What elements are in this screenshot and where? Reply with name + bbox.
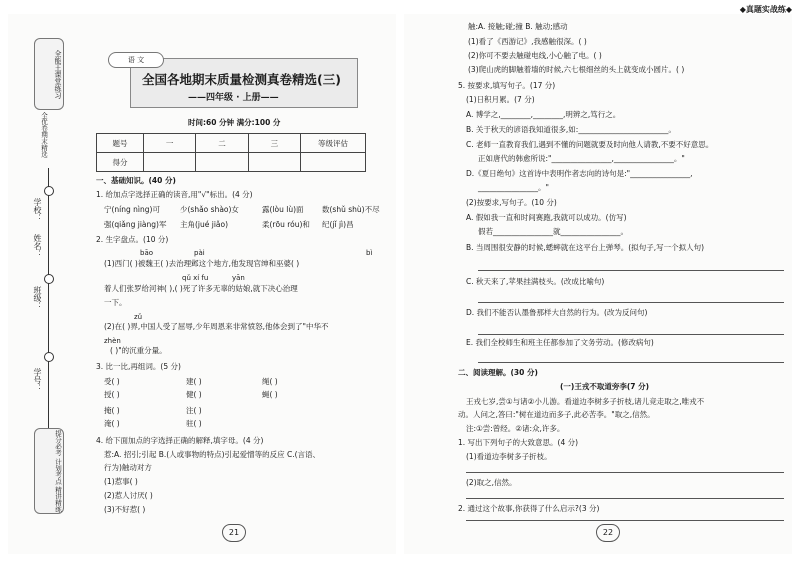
sidebar-dot — [44, 274, 54, 284]
q1-item[interactable]: 纪(jǐ jì)昌 — [322, 220, 354, 229]
q5-item: B. 当周围很安静的时候,蟋蟀就在这平台上弹琴。(拟句子,写一个拟人句) — [466, 243, 705, 252]
page-number: 22 — [596, 524, 620, 542]
pinyin: zǔ — [134, 313, 143, 321]
q5-item: E. 我们全校师生和班主任都参加了文务劳动。(修改病句) — [466, 338, 654, 347]
pinyin: yān — [232, 274, 245, 282]
score-cell[interactable] — [301, 153, 366, 172]
q5-item: D. 我们不能否认墨鲁那样大自然的行为。(改为反问句) — [466, 308, 648, 317]
reading-item: (2)取之,信然。 — [466, 478, 517, 487]
q5-part: (1)日积月累。(7 分) — [466, 95, 535, 104]
score-header: 题号 — [97, 134, 144, 153]
passage-line: 王戎七岁,尝①与诸②小儿游。看道边李树多子折枝,诸儿竞走取之,唯戎不 — [466, 397, 705, 406]
q5-item[interactable]: A. 博学之,________,________,明辨之,笃行之。 — [466, 110, 621, 119]
answer-line[interactable] — [466, 520, 784, 521]
q4-definition: 行为)触动对方 — [104, 463, 152, 472]
page-title: 全国各地期末质量检测真卷精选(三) — [142, 72, 341, 87]
pinyin: zhèn — [104, 337, 121, 345]
answer-line[interactable] — [478, 362, 784, 363]
q1-item[interactable]: 强(qiǎng jiàng)军 — [104, 220, 167, 229]
q3-item[interactable]: 绳( ) — [262, 377, 278, 386]
q5-item: C. 老师一直教育我们,遇到不懂的问题就要及时向他人请教,不要不好意思。 — [466, 140, 714, 149]
q5-item[interactable]: 假若________________就________________。 — [478, 227, 628, 236]
q3-item[interactable]: 掩( ) — [104, 406, 120, 415]
score-table — [96, 133, 366, 172]
answer-line[interactable] — [478, 302, 784, 303]
pinyin: bì — [366, 249, 373, 257]
sidebar-label-school: 学校： — [33, 198, 42, 222]
passage-line: 动。人问之,答曰:"树在道边而多子,此必苦李。"取之,信然。 — [458, 410, 655, 419]
reading-question-1: 1. 写出下列句子的大致意思。(4 分) — [458, 438, 579, 447]
answer-line[interactable] — [478, 270, 784, 271]
score-cell[interactable] — [196, 153, 248, 172]
subject-tag: 语 文 — [108, 52, 164, 68]
q5-item[interactable]: B. 关于秋天的谚语我知道很多,如:________________________。 — [466, 125, 676, 134]
question-3: 3. 比一比,再组词。(5 分) — [96, 362, 181, 371]
q5-item: A. 假如我一直和时间赛跑,我就可以成功。(仿写) — [466, 213, 627, 222]
sidebar-divider — [48, 168, 49, 428]
sidebar-dot — [44, 186, 54, 196]
q4-item[interactable]: (3)不好惹( ) — [104, 505, 146, 514]
question-5: 5. 按要求,填写句子。(17 分) — [458, 81, 556, 90]
reading-item: (1)看道边李树多子折枝。 — [466, 452, 552, 461]
pinyin: bāo — [140, 249, 154, 257]
sidebar-top-text: 全优卷期末精选 — [40, 112, 48, 158]
q5-item[interactable]: ________________。" — [478, 183, 549, 192]
left-sidebar — [34, 38, 64, 516]
page-number: 21 — [222, 524, 246, 542]
sidebar-top-box-text: 全能王课堂练习 — [54, 49, 62, 99]
q3-item[interactable]: 建( ) — [186, 377, 202, 386]
q5-item: C. 秋天来了,苹果挂满枝头。(改成比喻句) — [466, 277, 605, 286]
q2-line: 一下。 — [104, 298, 127, 307]
q2-line: 着人们张罗给河神( ),( )死了许多无辜的姑娘,就下决心治理 — [104, 284, 298, 293]
answer-line[interactable] — [466, 498, 784, 499]
pinyin: pài — [194, 249, 205, 257]
sidebar-bottom-box-text: 提分必考 计划考点 精讲精练 — [54, 429, 62, 513]
q4-item[interactable]: (3)爬山虎的脚触着墙的时候,六七根细丝的头上就变成小圆片。( ) — [468, 65, 685, 74]
answer-line[interactable] — [478, 334, 784, 335]
q1-item[interactable]: 露(lòu lù)面 — [262, 205, 304, 214]
section-badge: ◆真题实战练◆ — [739, 5, 792, 14]
question-2: 2. 生字盘点。(10 分) — [96, 235, 169, 244]
score-header: 等级评估 — [301, 134, 366, 153]
q4-definition: 触:A. 接触;碰;撞 B. 触动;感动 — [468, 22, 568, 31]
q4-item[interactable]: (1)惹事( ) — [104, 477, 138, 486]
q2-line: ( )"的沉重分量。 — [110, 346, 167, 355]
section-2-heading: 二、阅读理解。(30 分) — [458, 368, 538, 377]
time-info: 时间:60 分钟 满分:100 分 — [188, 118, 281, 127]
q4-item[interactable]: (2)惹人讨厌( ) — [104, 491, 153, 500]
q5-part: (2)按要求,写句子。(10 分) — [466, 198, 557, 207]
pinyin: qǔ xí fu — [182, 274, 209, 282]
q3-item[interactable]: 蝇( ) — [262, 390, 278, 399]
q3-item[interactable]: 淹( ) — [104, 419, 120, 428]
score-row-label: 得分 — [97, 153, 144, 172]
reading-question-2: 2. 通过这个故事,你获得了什么启示?(3 分) — [458, 504, 600, 513]
section-1-heading: 一、基础知识。(40 分) — [96, 176, 176, 185]
passage-title: (一)王戎不取道旁李(7 分) — [560, 382, 650, 391]
q3-item[interactable]: 驻( ) — [186, 419, 202, 428]
q3-item[interactable]: 授( ) — [104, 390, 120, 399]
sidebar-dot — [44, 352, 54, 362]
q5-item[interactable]: D.《夏日绝句》这首诗中表明作者志向的诗句是:"________________, — [466, 169, 693, 178]
sidebar-label-class: 班级： — [33, 286, 42, 310]
q2-line: (2)在( )界,中国人受了屈辱,少年周恩来非常愤怒,他体会到了"中华不 — [104, 322, 329, 331]
q1-item[interactable]: 主角(jué jiǎo) — [180, 220, 229, 229]
passage-notes: 注:①尝:曾经。②诸:众,许多。 — [466, 424, 565, 433]
sidebar-label-number: 学号： — [33, 368, 42, 392]
q2-line: (1)西门( )被魏王( )去治理邺这个地方,他发现官绅和巫婆( ) — [104, 259, 300, 268]
question-4: 4. 给下面加点的字选择正确的解释,填字母。(4 分) — [96, 436, 264, 445]
q4-definition: 惹:A. 招引;引起 B.(人或事物的特点)引起爱憎等的反应 C.(言语、 — [104, 450, 321, 459]
sidebar-top-box — [34, 38, 64, 110]
score-header: 一 — [144, 134, 196, 153]
q3-item[interactable]: 健( ) — [186, 390, 202, 399]
q4-item[interactable]: (2)你可不要去触碰电线,小心触了电。( ) — [468, 51, 602, 60]
sidebar-bottom-box — [34, 428, 64, 514]
q4-item[interactable]: (1)看了《西游记》,我感触很深。( ) — [468, 37, 587, 46]
answer-line[interactable] — [466, 472, 784, 473]
q1-item[interactable]: 宁(níng nìng)可 — [104, 205, 160, 214]
sidebar-label-name: 姓名： — [33, 234, 42, 258]
score-header: 二 — [196, 134, 248, 153]
q3-item[interactable]: 受( ) — [104, 377, 120, 386]
q3-item[interactable]: 注( ) — [186, 406, 202, 415]
score-cell[interactable] — [248, 153, 300, 172]
q1-item[interactable]: 柔(rōu róu)和 — [262, 220, 310, 229]
score-cell[interactable] — [144, 153, 196, 172]
question-1: 1. 给加点字选择正确的读音,用"√"标出。(4 分) — [96, 190, 253, 199]
page-subtitle: ——四年级 · 上册—— — [188, 93, 279, 103]
q1-item[interactable]: 少(shǎo shào)女 — [180, 205, 239, 214]
q5-item[interactable]: 正如唐代的韩愈所说:"________________,________________。" — [478, 154, 685, 163]
q1-item[interactable]: 数(shǔ shù)不尽 — [322, 205, 380, 214]
score-header: 三 — [248, 134, 300, 153]
